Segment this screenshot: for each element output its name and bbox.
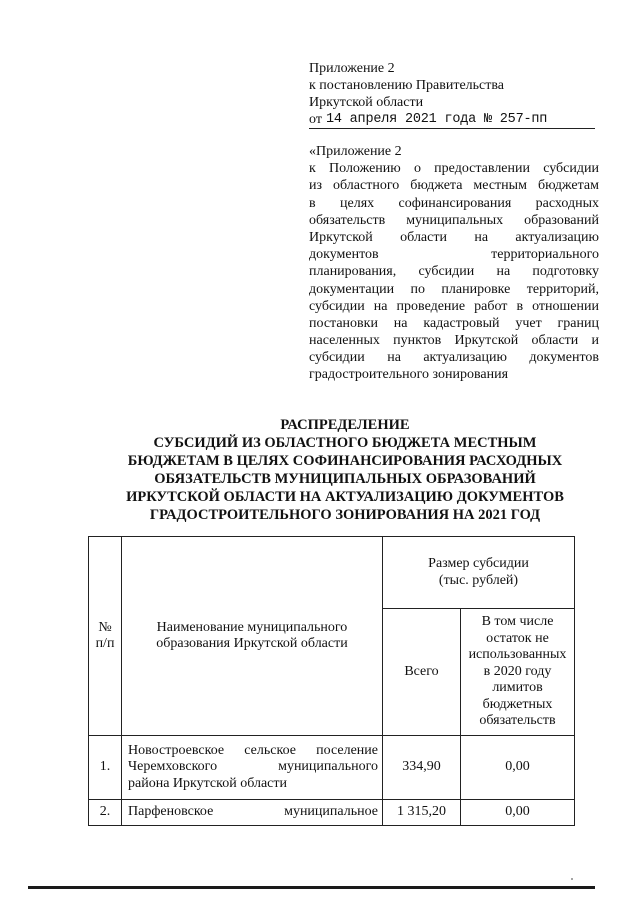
row-total-cell: 1 315,20 [383,800,461,826]
header-remainder-line: бюджетных [482,696,553,712]
regulation-line: из областного бюджета местным бюджетам [309,178,599,194]
regulation-line: постановки на кадастровый учет границ [309,315,599,331]
header-number-line: п/п [95,636,115,651]
header-name-cell [122,537,383,736]
row-number-cell: 1. [89,736,122,800]
header-remainder-cell [461,609,575,736]
header-remainder-line: обязательств [479,713,556,729]
regulation-line: в целях софинансирования расходных [309,195,599,211]
row-total-cell: 334,90 [383,736,461,800]
scan-speck [571,878,573,880]
row-remainder-cell: 0,00 [461,736,575,800]
table-row [89,800,575,826]
appendix-regulation-block [309,143,599,384]
row-name-cell [122,736,383,800]
regulation-line: планирования, субсидии на подготовку [309,264,599,280]
header-number-cell [89,537,122,736]
regulation-line: населенных пунктов Иркутской области и [309,333,599,349]
table-header-row [89,537,575,609]
header-subsidy-line: Размер субсидии [428,556,529,571]
regulation-line: документов территориального [309,247,599,263]
regulation-line: Иркутской области на актуализацию [309,229,599,245]
header-remainder-line: В том числе [481,614,554,630]
title-line: БЮДЖЕТАМ В ЦЕЛЯХ СОФИНАНСИРОВАНИЯ РАСХОДНЫХ [127,453,563,469]
header-total-cell: Всего [383,609,461,736]
row-remainder-cell: 0,00 [461,800,575,826]
row-name-line: Парфеновское муниципальное [128,804,378,820]
document-title [80,416,610,524]
appendix-approval-block [309,60,599,129]
subsidy-distribution-table [88,536,575,826]
region-name: Иркутской области [309,95,424,110]
title-line: ИРКУТСКОЙ ОБЛАСТИ НА АКТУАЛИЗАЦИЮ ДОКУМЕНТОВ [126,489,564,505]
resolution-reference: к постановлению Правительства [309,78,505,93]
regulation-line: к Положению о предоставлении субсидии [309,161,599,177]
title-line: ОБЯЗАТЕЛЬСТВ МУНИЦИПАЛЬНЫХ ОБРАЗОВАНИЙ [154,471,536,487]
title-line: СУБСИДИЙ ИЗ ОБЛАСТНОГО БЮДЖЕТА МЕСТНЫМ [153,435,537,451]
regulation-line: документации по планировке территорий, [309,281,599,297]
regulation-line: субсидии на проведение работ в отношении [309,298,599,314]
regulation-line: «Приложение 2 [309,144,402,159]
header-remainder-line: остаток не [486,630,549,646]
row-number-cell: 2. [89,800,122,826]
scan-edge-line [28,886,595,889]
header-number-line: № [98,619,112,635]
header-subsidy-line: (тыс. рублей) [438,572,519,588]
row-name-line: района Иркутской области [128,775,288,791]
regulation-line: субсидии на актуализацию документов [309,350,599,366]
header-name-line: Наименование муниципального [156,619,348,635]
header-subsidy-cell [383,537,575,609]
header-remainder-line: использованных [468,647,567,663]
resolution-date-value: 14 апреля 2021 года № 257-пп [325,112,548,127]
row-name-line: Новостроевское сельское поселение [128,742,378,758]
row-name-line: Черемховского муниципального [128,759,378,775]
row-name-cell [122,800,383,826]
header-name-line: образования Иркутской области [156,636,348,651]
header-remainder-line: лимитов [492,680,543,696]
appendix-number: Приложение 2 [309,61,395,76]
regulation-line: градостроительного зонирования [309,367,509,383]
date-prefix: от [309,112,322,127]
title-line: ГРАДОСТРОИТЕЛЬНОГО ЗОНИРОВАНИЯ НА 2021 ГОД [149,507,541,523]
regulation-line: обязательств муниципальных образований [309,212,599,228]
table-row [89,736,575,800]
header-remainder-line: в 2020 году [483,663,552,679]
title-line: РАСПРЕДЕЛЕНИЕ [280,417,410,433]
resolution-date-line [309,111,595,129]
